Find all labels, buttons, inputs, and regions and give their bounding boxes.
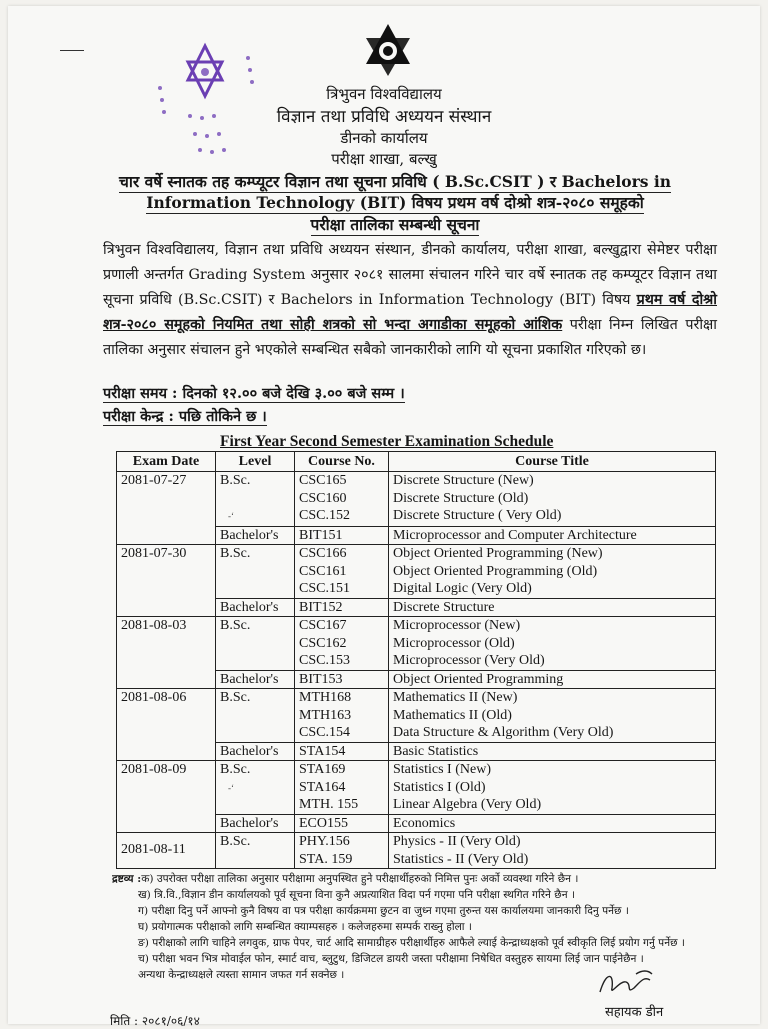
- level-cell: Bachelor's: [216, 742, 295, 761]
- university-emblem-logo: [360, 20, 416, 76]
- level-cell: B.Sc.: [216, 545, 295, 599]
- course-no-cell: BIT152: [295, 598, 389, 617]
- level-cell: Bachelor's: [216, 598, 295, 617]
- course-no-cell: BIT153: [295, 670, 389, 689]
- level-cell: B.Sc.: [216, 689, 295, 743]
- course-no-cell: CSC165 CSC160 CSC.152: [295, 472, 389, 527]
- exam-schedule-table: [116, 451, 716, 869]
- signatory-title: सहायक डीन: [605, 1005, 664, 1020]
- table-row: [117, 617, 716, 671]
- exam-date: 2081-08-11: [117, 833, 216, 869]
- header-course-no: Course No.: [295, 452, 389, 472]
- notice-body: [103, 238, 717, 363]
- margin-mark: [60, 50, 84, 51]
- course-title-cell: Mathematics II (New) Mathematics II (Old) Data Structure & Algorithm (Very Old): [389, 689, 716, 743]
- handwritten-signature: [596, 966, 656, 1000]
- note-item: द्रष्टव्य :क) उपरोक्त परीक्षा तालिका अनुसार परीक्षामा अनुपस्थित हुने परीक्षार्थीहरुको निमित्त पुनः अर्को व्यवस्था गरिने छैन ।: [112, 873, 579, 885]
- course-title-cell: Basic Statistics: [389, 742, 716, 761]
- note-item: ङ) परीक्षाको लागि चाहिने लगवुक, ग्राफ पेपर, चार्ट आदि सामाग्रीहरु परीक्षार्थीहरु आफैले ल्याई केन्द्राध्यक्षको पूर्व स्वीकृति लिई प्रयोग गर्नु पर्नेछ ।: [138, 937, 685, 949]
- notice-title-line-3: परीक्षा तालिका सम्बन्धी सूचना: [310, 215, 480, 234]
- level-cell: Bachelor's: [216, 814, 295, 833]
- notice-date: मिति : २०८१/०६/१४: [110, 1014, 200, 1028]
- exam-time: परीक्षा समय : दिनको १२.०० बजे देखि ३.०० बजे सम्म ।: [103, 385, 405, 402]
- notes-heading: द्रष्टव्य :: [112, 873, 142, 885]
- note-item: घ) प्रयोगात्मक परीक्षाको लागि सम्बन्धित क्याम्पसहरु । कलेजहरुमा सम्पर्क राख्नु होला ।: [138, 921, 472, 933]
- exam-date: 2081-08-09: [117, 761, 216, 833]
- course-title-cell: Microprocessor (New) Microprocessor (Old) Microprocessor (Very Old): [389, 617, 716, 671]
- level-cell: Bachelor's: [216, 526, 295, 545]
- notice-title-line-1: चार वर्षे स्नातक तह कम्प्यूटर विज्ञान तथा सूचना प्रविधि ( B.Sc.CSIT ) र Bachelors in: [118, 172, 672, 191]
- section-name: परीक्षा शाखा, बल्खु: [331, 150, 437, 168]
- table-row: [117, 472, 716, 527]
- course-title-cell: Discrete Structure: [389, 598, 716, 617]
- course-title-cell: Economics: [389, 814, 716, 833]
- level-cell: B.Sc. -‘: [216, 472, 295, 527]
- institute-name: विज्ञान तथा प्रविधि अध्ययन संस्थान: [276, 107, 492, 127]
- note-item: च) परीक्षा भवन भित्र मोवाईल फोन, स्मार्ट वाच, ब्लुटुथ, डिजिटल डायरी जस्ता परीक्षामा निषेधित वस्तुहरु सायमा लिई जान पाईनेछैन ।: [138, 953, 644, 965]
- course-title-cell: Statistics I (New) Statistics I (Old) Linear Algebra (Very Old): [389, 761, 716, 815]
- course-no-cell: STA169 STA164 MTH. 155: [295, 761, 389, 815]
- course-no-cell: CSC167 CSC162 CSC.153: [295, 617, 389, 671]
- level-cell: B.Sc.: [216, 833, 295, 869]
- course-no-cell: BIT151: [295, 526, 389, 545]
- note-item: ख) त्रि.वि.,विज्ञान डीन कार्यालयको पूर्व सूचना विना कुनै अप्रत्याशित विदा पर्न गएमा पनि परीक्षा स्थगित गरिने छैन ।: [138, 889, 575, 901]
- office-name: डीनको कार्यालय: [340, 129, 428, 147]
- header-exam-date: Exam Date: [117, 452, 216, 472]
- course-title-cell: Discrete Structure (New) Discrete Structure (Old) Discrete Structure ( Very Old): [389, 472, 716, 527]
- university-name: त्रिभुवन विश्वविद्यालय: [326, 85, 442, 103]
- table-row: [117, 833, 716, 869]
- table-row: [117, 545, 716, 599]
- course-title-cell: Object Oriented Programming (New) Object Oriented Programming (Old) Digital Logic (Very Old): [389, 545, 716, 599]
- course-title-cell: Microprocessor and Computer Architecture: [389, 526, 716, 545]
- level-cell: B.Sc. -‘: [216, 761, 295, 815]
- course-title-cell: Object Oriented Programming: [389, 670, 716, 689]
- course-no-cell: MTH168 MTH163 CSC.154: [295, 689, 389, 743]
- exam-date: 2081-07-30: [117, 545, 216, 617]
- level-cell: Bachelor's: [216, 670, 295, 689]
- table-row: [117, 689, 716, 743]
- note-item: ग) परीक्षा दिनु पर्ने आफ्नो कुनै विषय वा पत्र परीक्षा कार्यक्रममा छुटन वा जुध्न गएमा तुरुन्त यस कार्यालयमा जानकारी दिनु पर्नेछ ।: [138, 905, 629, 917]
- level-cell: B.Sc.: [216, 617, 295, 671]
- body-text-1: त्रिभुवन विश्वविद्यालय, विज्ञान तथा प्रविधि अध्ययन संस्थान, डीनको कार्यालय, परीक्षा शाखा, बल्खुद्वारा सेमेष्टर परीक्षा प्रणाली अन्तर्गत Grading System अनुसार २०८१ सालमा संचालन गरिने चार वर्षे स्नातक तह कम्प्यूटर विज्ञान तथा सूचना प्रविधि (B.Sc.CSIT) र Bachelors in Information Technology (BIT) विषय: [103, 242, 717, 308]
- header-course-title: Course Title: [389, 452, 716, 472]
- notice-title-line-2: Information Technology (BIT) विषय प्रथम वर्ष दोश्रो शत्र-२०८० समूहको: [146, 193, 644, 212]
- exam-date: 2081-08-06: [117, 689, 216, 761]
- body-text-2: परीक्षा निम्न लिखित परीक्षा तालिका अनुसार संचालन हुने भएकोले सम्बन्धित सबैको जानकारीको लागि यो सूचना प्रकाशित गरिएको छ।: [103, 317, 717, 358]
- header-level: Level: [216, 452, 295, 472]
- table-header-row: [117, 452, 716, 472]
- course-title-cell: Physics - II (Very Old) Statistics - II (Very Old): [389, 833, 716, 869]
- exam-center: परीक्षा केन्द्र : पछि तोकिने छ ।: [103, 408, 267, 425]
- exam-date: 2081-07-27: [117, 472, 216, 545]
- body-text-bold: प्रथम वर्ष दोश्रो शत्र-२०८० समूहको नियमित तथा सोही शत्रको सो भन्दा अगाडीका समूहको आंशिक: [103, 292, 717, 333]
- table-row: [117, 761, 716, 815]
- course-no-cell: CSC166 CSC161 CSC.151: [295, 545, 389, 599]
- course-no-cell: PHY.156 STA. 159: [295, 833, 389, 869]
- note-item: अन्यथा केन्द्राध्यक्षले त्यस्ता सामान जफत गर्न सक्नेछ ।: [138, 969, 345, 981]
- course-no-cell: ECO155: [295, 814, 389, 833]
- exam-date: 2081-08-03: [117, 617, 216, 689]
- schedule-title: First Year Second Semester Examination Schedule: [220, 433, 554, 450]
- course-no-cell: STA154: [295, 742, 389, 761]
